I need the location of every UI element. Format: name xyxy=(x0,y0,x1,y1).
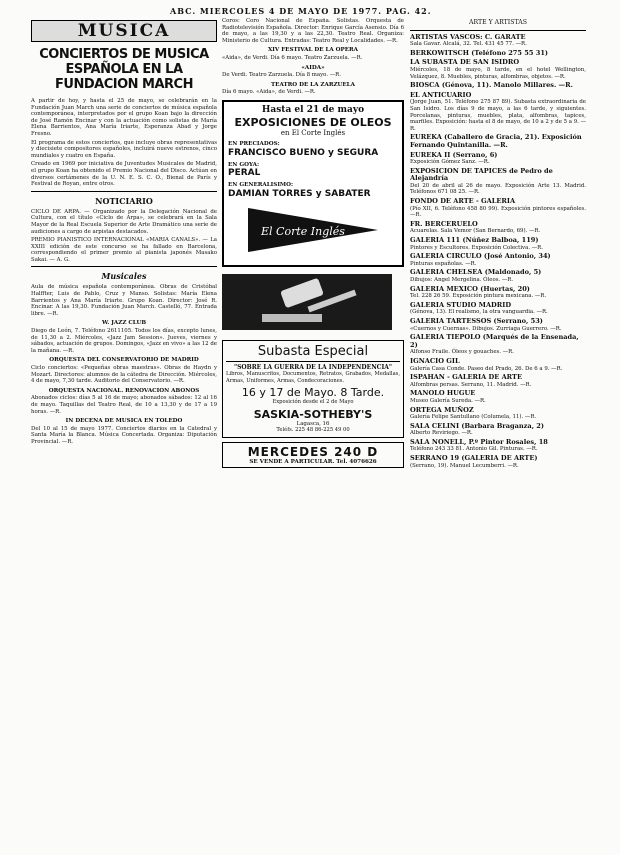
gallery-entry xyxy=(410,221,586,235)
gallery-name: GALERIA TARTESSOS (Serrano, 53) xyxy=(410,316,543,325)
ad-artist: PERAL xyxy=(228,168,261,179)
gallery-text: Teléfono 243 33 81. Antonio Gil. Pinturas. —R. xyxy=(410,446,538,453)
listing-item: De Verdi. Teatro Zarzuela. Día 8 mayo. —R. xyxy=(222,72,341,79)
gavel-icon xyxy=(222,274,392,330)
ad-artist: FRANCISCO BUENO y SEGURA xyxy=(228,147,379,158)
gallery-name: SERRANO 19 (GALERIA DE ARTE) xyxy=(410,454,538,463)
gallery-entry xyxy=(410,390,586,404)
listing-subhead: ORQUESTA DEL CONSERVATORIO DE MADRID xyxy=(49,357,199,364)
ad-location-label: EN PRECIADOS: xyxy=(228,140,280,147)
listing-item: Del 10 al 15 de mayo 1977. Conciertos diarios en la Catedral y Santa María la Blanca. Música Concertada. Organiza: Diputación Provincial. —R. xyxy=(31,425,217,445)
listing-subhead: IN DECENA DE MUSICA EN TOLEDO xyxy=(65,418,183,425)
gallery-text: Sala Gavar. Alcalá, 32. Tel. 431 45 77. —R. xyxy=(410,41,527,48)
gallery-name: EL ANTICUARIO xyxy=(410,90,472,99)
gallery-entry xyxy=(410,269,586,283)
gallery-name: FR. BERCERUELO xyxy=(410,219,478,228)
listing-subhead: W. JAZZ CLUB xyxy=(101,320,147,327)
auction-address: Lagasca, 16 xyxy=(296,420,330,427)
gallery-text: Galería Casa Conde. Paseo del Prado, 26. De 6 a 9. —R. xyxy=(410,365,563,372)
gallery-name: LA SUBASTA DE SAN ISIDRO xyxy=(410,58,520,67)
mercedes-sub: SE VENDE A PARTICULAR. Tel. 4076626 xyxy=(249,458,377,465)
gallery-name: GALERIA TIEPOLO (Marqués de la Ensenada, 2) xyxy=(410,333,579,349)
corte-ingles-ad xyxy=(222,100,404,267)
article-paragraph: A partir de hoy, y hasta el 25 de mayo, se celebrarán en la Fundación Juan March una serie de conciertos de música española contemporánea, interpretados por el grupo Koan bajo la dirección de José Ramón Encinar y con la actuación como solistas de María Elena Barrientos, Ana María Iriarte, Esperanza Abad y Jorge Fresno. xyxy=(31,98,217,137)
listing-subhead: «AIDA» xyxy=(301,64,325,71)
logo-text: El Corte Inglés xyxy=(261,224,345,238)
gallery-entry xyxy=(410,34,586,48)
ad-venue: en El Corte Inglés xyxy=(280,128,346,137)
noticiario-heading: NOTICIARIO xyxy=(95,195,153,206)
subasta-theme: "SOBRE LA GUERRA DE LA INDEPENDENCIA" xyxy=(233,363,393,371)
auction-phone: Teléfs. 225 48 86-225 49 00 xyxy=(276,427,350,434)
auction-house: SASKIA-SOTHEBY'S xyxy=(253,407,373,421)
corte-ingles-logo xyxy=(243,204,383,256)
gallery-entry xyxy=(410,334,586,356)
column-music xyxy=(31,18,217,846)
gallery-name: SALA NONELL, P.º Pintor Rosales, 18 xyxy=(410,437,548,446)
article-paragraph: Creado en 1969 por iniciativa de Juventudes Musicales de Madrid, el grupo Koan ha obtenido el Premio Nacional del Disco. Actúan en diversos certámenes de la U. N. E. S. C. O., Bienal de París y Festival de Royan, entre otros. xyxy=(31,161,217,188)
listing-item: Aula de música española contemporánea. Obras de Cristóbal Halffter, Luis de Pablo, Cruz y Manso. Solistas: María Elena Barrientos y Ana María Iriarte. Grupo Koan. Director: José R. Encinar. A las 19,30. Fundación Juan March. Castelló, 77. Entrada libre. —R. xyxy=(31,284,217,317)
ad-artist: DAMIAN TORRES y SABATER xyxy=(228,188,371,199)
category-arte: ARTE Y ARTISTAS xyxy=(468,19,527,26)
listing-item: Día 6 mayo. «Aida», de Verdi. —R. xyxy=(222,89,316,96)
news-item: PREMIO PIANISTICO INTERNACIONAL «MARIA CANALS». — La XXIII edición de este concurso se ha fallado en Barcelona, correspondiendo el primer premio al pianista japonés Masako Sakai. — A. G. xyxy=(31,237,217,263)
subasta-expo: Exposición desde el 2 de Mayo xyxy=(272,399,354,406)
gallery-entry xyxy=(410,302,586,316)
article-headline: CONCIERTOS DE MUSICA ESPAÑOLA EN LA FUNDACION MARCH xyxy=(39,47,209,92)
gallery-name: GALERIA CIRCULO (José Antonio, 34) xyxy=(410,252,551,261)
gallery-text: (Pío XII, 6. Teléfono 458 80 99). Exposición pintores españoles. —R. xyxy=(410,205,586,219)
subasta-title: Subasta Especial xyxy=(226,344,400,362)
gallery-list xyxy=(410,34,586,470)
gallery-name: ARTISTAS VASCOS: C. GARATE xyxy=(410,32,526,41)
gallery-name: SALA CELINI (Barbara Braganza, 2) xyxy=(410,421,545,430)
musicales-heading: Musicales xyxy=(101,271,147,282)
column-center xyxy=(222,18,404,846)
listing-item: Abonados ciclos: días 5 al 16 de mayo; abonados sábados: 12 al 16 de mayo. Taquillas del Teatro Real, de 10 a 13,30 y de 17 a 19 horas. —R. xyxy=(31,395,217,415)
gallery-entry xyxy=(410,152,586,166)
gallery-entry xyxy=(410,50,586,58)
gallery-text: Museo Galería Sureda. —R. xyxy=(410,397,486,404)
page-header: ABC. MIERCOLES 4 DE MAYO DE 1977. PAG. 42. xyxy=(170,6,432,16)
ad-title: EXPOSICIONES DE OLEOS xyxy=(234,115,392,129)
gallery-text: Tel. 228 26 59. Exposición pintura mexicana. —R. xyxy=(410,293,547,300)
gallery-entry xyxy=(410,374,586,388)
gallery-name: GALERIA STUDIO MADRID xyxy=(410,300,512,309)
mercedes-ad xyxy=(222,442,404,469)
listing-subhead: TEATRO DE LA ZARZUELA xyxy=(271,81,355,88)
gallery-text: «Cuernos y Cuernas». Dibujos. Zurriaga Guerrero. —R. xyxy=(410,325,562,332)
section-title-musica: MUSICA xyxy=(31,20,217,42)
gallery-name: FONDO DE ARTE - GALERIA xyxy=(410,197,516,206)
gallery-text: Del 20 de abril al 26 de mayo. Exposición Arte 13. Madrid. Teléfonos 671 08 25. —R. xyxy=(410,182,586,196)
divider xyxy=(31,191,217,192)
listing-item: «Aida», de Verdi. Día 6 mayo. Teatro Zarzuela. —R. xyxy=(222,54,363,61)
gallery-name: ORTEGA MUÑOZ xyxy=(410,405,474,414)
gallery-name: BERKOWITSCH (Teléfono 275 55 31) xyxy=(410,48,549,57)
gallery-text: Dibujos: Angel Mergelina. Óleos. —R. xyxy=(410,277,514,283)
gallery-text: Miércoles, 18 de mayo, 8 tarde, en el hotel Wellington, Velázquez, 8. Muebles, pinturas, alfombras, objetos. —R. xyxy=(410,66,586,80)
gallery-text: Exposición Gómez Sanz. —R. xyxy=(410,159,490,166)
gallery-entry xyxy=(410,318,586,332)
gallery-entry xyxy=(410,407,586,421)
gallery-name: EUREKA (Caballero de Gracia, 21). Exposición Fernando Quintanilla. —R. xyxy=(410,133,582,149)
gallery-entry xyxy=(410,82,586,90)
listing-item: Coros: Coro Nacional de España. Solistas. Orquesta de Radiotelevisión Española. Director: Enrique García Asensio. Día 6 de mayo, a las 19,30 y a las 22,30. Teatro Real. Organiza: Ministerio de Cultura. Entradas: Teatro Real y Localidades. —R. xyxy=(222,18,404,44)
gallery-entry xyxy=(410,134,586,149)
gallery-entry xyxy=(410,455,586,469)
gallery-entry xyxy=(410,253,586,267)
gallery-entry xyxy=(410,92,586,133)
ad-date: Hasta el 21 de mayo xyxy=(261,104,365,115)
gallery-entry xyxy=(410,198,586,219)
divider xyxy=(410,30,586,31)
gallery-text: Galería Felipe Santullano (Columela, 11). —R. xyxy=(410,414,537,421)
gallery-name: BIOSCA (Génova, 11). Manolo Millares. —R. xyxy=(410,81,573,90)
gallery-text: (Génova, 13). El realismo, la otra vanguardia. —R. xyxy=(410,309,548,316)
gallery-text: Alfonso Fraile. Óleos y gouaches. —R. xyxy=(410,349,514,356)
gallery-name: EXPOSICION DE TAPICES de Pedro de Alejandría xyxy=(410,166,553,183)
gallery-entry xyxy=(410,358,586,372)
mercedes-title: MERCEDES 240 D xyxy=(247,444,379,459)
gallery-text: Pinturas españolas. —R. xyxy=(410,260,477,267)
gallery-text: (Jorge Juan, 51. Teléfono 275 87 89). Subasta extraordinaria de San Isidro. Los días 9 de mayo, a las 6 tarde, y siguientes. Porcelanas, pinturas, muebles, plata, alfombras, tapices, marfiles. Exposición: hasta el 8 de mayo, de 10 a 2 y de 5 a 9. —R. xyxy=(410,99,586,132)
gallery-text: (Serrano, 19). Manuel Lecumberri. —R. xyxy=(410,462,519,469)
gallery-name: GALERIA 111 (Núñez Balboa, 119) xyxy=(410,236,539,245)
subasta-desc: Libros, Manuscritos, Documentos, Retratos, Grabados, Medallas, Armas, Uniformes, Armas, Condecoraciones. xyxy=(226,371,400,384)
news-item: CICLO DE ARPA. — Organizado por la Delegación Nacional de Cultura, con el título «Ciclo de Arpa», se celebrará en la Sala Mayor de la Real Escuela Superior de Arte Dramático una serie de audiciones a cargo de arpistas destacados. xyxy=(31,208,217,235)
gallery-entry xyxy=(410,237,586,251)
gallery-name: EUREKA II (Serrano, 6) xyxy=(410,150,498,159)
column-arte xyxy=(410,18,586,846)
gallery-entry xyxy=(410,439,586,453)
gallery-text: Acuarelas. Sala Vemor (San Bernardo, 69). —R. xyxy=(410,228,541,235)
gallery-text: Alberto Reviriego. —R. xyxy=(410,430,473,437)
article-paragraph: El programa de estos conciertos, que incluye obras representativas y diecisiete compositores españoles, incluirá nueve estrenos, cinco mundiales y cuatro en España. xyxy=(31,139,217,159)
gallery-name: GALERIA CHELSEA (Maldonado, 5) xyxy=(410,268,542,277)
gallery-name: MANOLO HUGUE xyxy=(410,389,476,398)
gallery-name: GALERIA MEXICO (Huertas, 20) xyxy=(410,284,530,293)
ad-location-label: EN GENERALISIMO: xyxy=(228,182,294,189)
listing-subhead: XIV FESTIVAL DE LA OPERA xyxy=(267,47,359,54)
listing-item: Ciclo conciertos: «Pequeñas obras maestras». Obras de Haydn y Mozart. Directores: alumnos de la cátedra de Dirección. Miércoles, 4 de mayo, 7,30 tarde. Auditorio del Conservatorio. —R. xyxy=(31,365,217,385)
listing-subhead: ORQUESTA NACIONAL. RENOVACION ABONOS xyxy=(48,387,200,394)
divider xyxy=(31,266,217,267)
gallery-text: Alfombras persas. Serrano, 11. Madrid. —R. xyxy=(410,381,532,388)
gallery-name: ISPAHAN - GALERIA DE ARTE xyxy=(410,373,522,382)
listing-item: Diego de León, 7. Teléfono 2611105. Todos los días, excepto lunes, de 11,30 a 2. Miércoles, «Jazz Jam Session». Jueves, viernes y sábados, actuación de grupos. Domingos, «Jazz en vivo» a las 12 de la mañana. —R. xyxy=(31,328,217,354)
gallery-entry xyxy=(410,168,586,196)
ad-location-label: EN GOYA: xyxy=(228,161,260,168)
gallery-entry xyxy=(410,59,586,80)
gallery-text: Pintores y Escultores. Exposición Colectiva. —R. xyxy=(410,244,543,251)
gallery-name: IGNACIO GIL xyxy=(410,356,460,365)
subasta-ad xyxy=(222,340,404,438)
gallery-entry xyxy=(410,423,586,437)
subasta-dates: 16 y 17 de Mayo. 8 Tarde. xyxy=(241,386,385,400)
gallery-entry xyxy=(410,286,586,300)
